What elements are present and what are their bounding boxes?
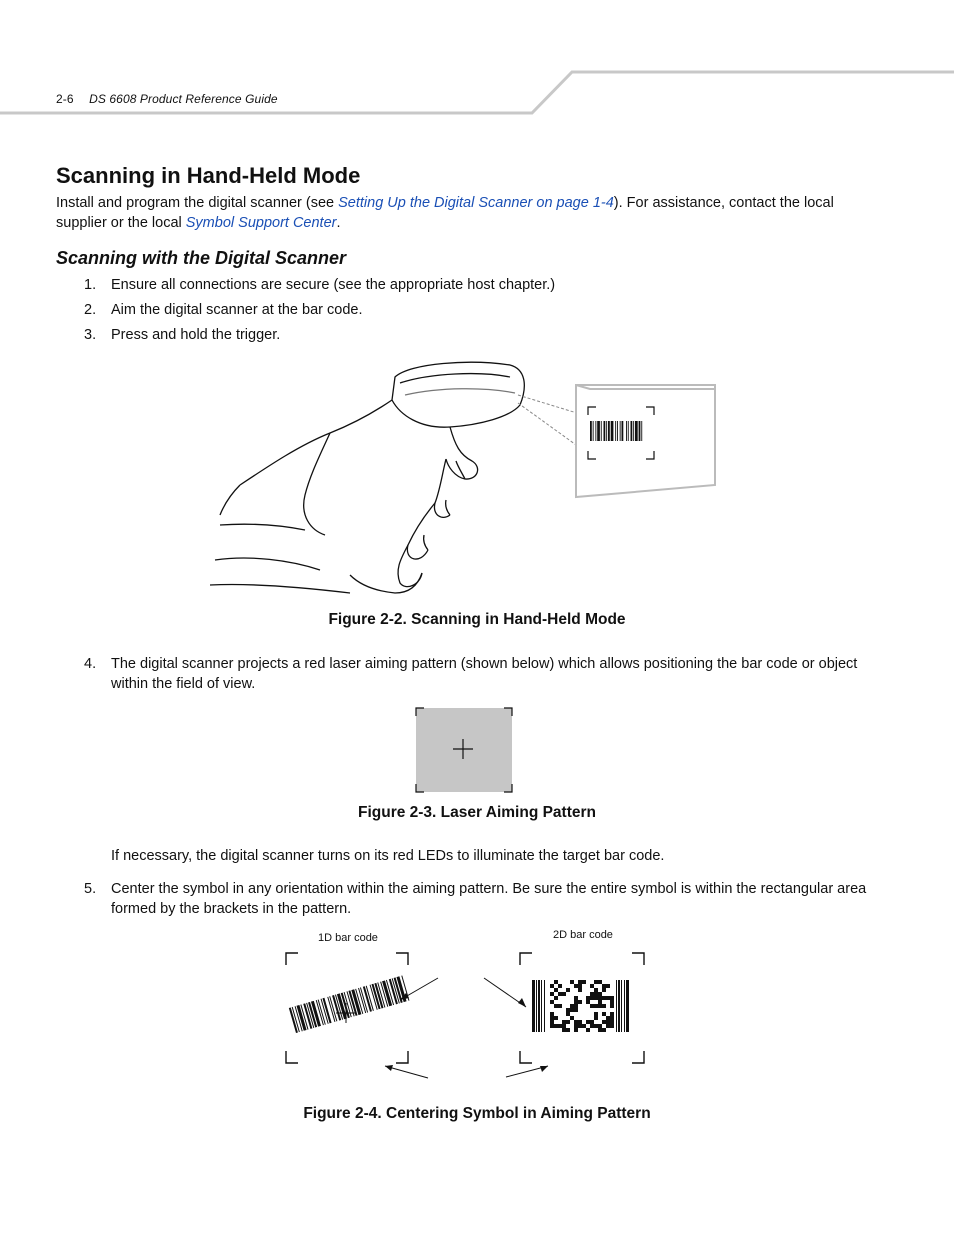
label-2d-barcode: 2D bar code	[553, 929, 613, 941]
section-title: Scanning in Hand-Held Mode	[56, 163, 361, 188]
led-note: If necessary, the digital scanner turns on its red LEDs to illuminate the target bar code.	[111, 848, 665, 864]
figure-caption: Figure 2-4. Centering Symbol in Aiming Pattern	[303, 1105, 651, 1122]
laser-aiming-pattern	[414, 706, 514, 794]
link-symbol-support[interactable]: Symbol Support Center	[185, 215, 337, 231]
list-item: 4. The digital scanner projects a red laser aiming pattern (shown below) which allows positioning the bar code or object within the field of view.	[84, 656, 858, 692]
label-1d-barcode: 1D bar code	[318, 932, 378, 944]
list-item: 5. Center the symbol in any orientation within the aiming pattern. Be sure the entire symbol is within the rectangular area formed by the brackets in the pattern.	[84, 881, 867, 917]
subsection-title: Scanning with the Digital Scanner	[56, 248, 347, 268]
barcode-1d	[289, 975, 410, 1033]
figure-caption: Figure 2-3. Laser Aiming Pattern	[357, 804, 596, 821]
list-item: 3. Press and hold the trigger.	[84, 327, 281, 343]
list-item: 2. Aim the digital scanner at the bar code.	[84, 302, 363, 318]
guide-title: DS 6608 Product Reference Guide	[89, 92, 278, 106]
barcode-2d	[532, 980, 629, 1032]
page-header	[56, 92, 278, 106]
list-item: 1. Ensure all connections are secure (see the appropriate host chapter.)	[84, 277, 556, 293]
centering-symbol-illustration	[280, 945, 680, 1085]
scanner-hand-illustration	[210, 355, 730, 595]
intro-paragraph: Install and program the digital scanner (see Setting Up the Digital Scanner on page 1-4). For assistance, contact the local supplier or the local Symbol Support Center.	[56, 195, 834, 231]
page-number: 2-6	[56, 92, 74, 106]
figure-caption: Figure 2-2. Scanning in Hand-Held Mode	[328, 611, 626, 628]
link-setting-up[interactable]: Setting Up the Digital Scanner on page 1-4	[338, 195, 614, 211]
